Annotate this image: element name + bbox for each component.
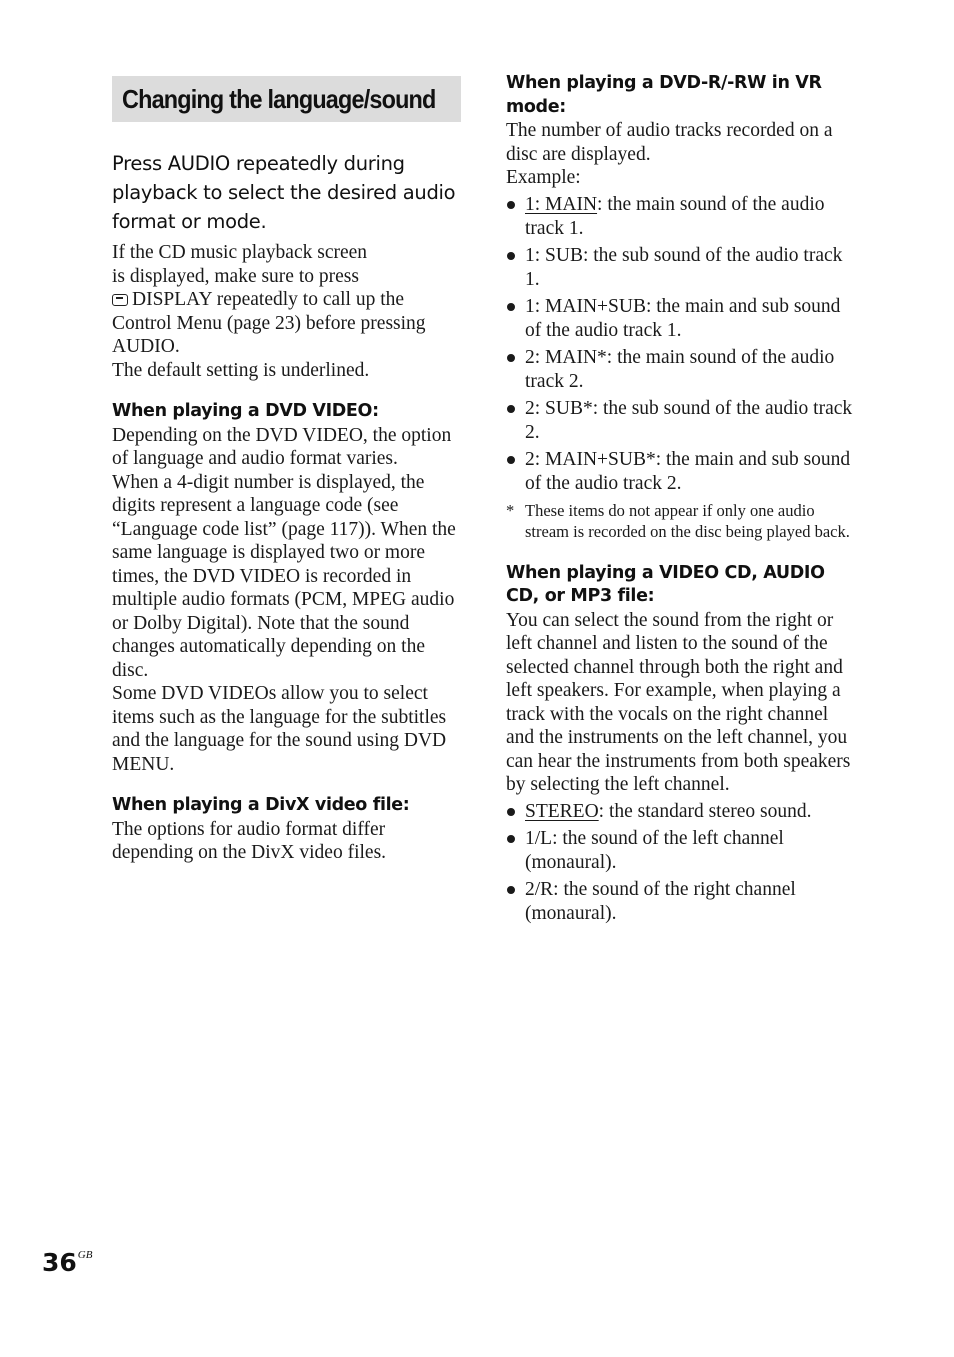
display-icon <box>112 294 128 306</box>
bullet-icon <box>507 886 515 894</box>
bullet-icon <box>507 835 515 843</box>
option-text: 1/L: the sound of the left channel (monaural). <box>525 827 784 873</box>
vcd-heading: When playing a VIDEO CD, AUDIO CD, or MP3 file: <box>506 562 825 606</box>
list-item <box>506 346 858 394</box>
list-item <box>506 448 858 496</box>
list-item <box>506 295 858 343</box>
list-item <box>506 193 858 241</box>
bullet-icon <box>507 201 515 209</box>
intro-line-1: If the CD music playback screen <box>112 242 368 263</box>
default-option: STEREO <box>525 800 599 822</box>
footnote-mark: * <box>506 500 515 520</box>
bullet-icon <box>507 405 515 413</box>
section-title-bar <box>112 76 461 122</box>
left-column <box>112 76 462 865</box>
list-item <box>506 800 858 824</box>
intro-line-4: Control Menu (page 23) before pressing <box>112 312 426 334</box>
dvd-vr-list <box>506 193 858 496</box>
page-number-value: 36 <box>42 1248 77 1277</box>
vcd-list <box>506 800 858 926</box>
option-text: : the standard stereo sound. <box>598 800 812 822</box>
list-item <box>506 878 858 926</box>
option-text: : the main sound of the audio track 1. <box>525 193 825 239</box>
page-title: Changing the language/sound <box>122 83 436 114</box>
dvd-vr-p1: The number of audio tracks recorded on a disc are displayed. <box>506 120 833 165</box>
option-text: 1: SUB: the sub sound of the audio track 1. <box>525 244 843 290</box>
list-item <box>506 827 858 875</box>
dvd-video-heading: When playing a DVD VIDEO: <box>112 401 379 421</box>
bullet-icon <box>507 354 515 362</box>
default-setting-note: The default setting is underlined. <box>112 359 370 381</box>
footnote-text: These items do not appear if only one audio stream is recorded on the disc being played back. <box>525 500 850 541</box>
divx-p1: The options for audio format differ depending on the DivX video files. <box>112 818 387 863</box>
bullet-icon <box>507 252 515 260</box>
dvd-video-section <box>112 400 462 776</box>
dvd-vr-heading: When playing a DVD-R/-RW in VR mode: <box>506 73 822 117</box>
bullet-icon <box>507 808 515 816</box>
page-locale: GB <box>77 1249 93 1261</box>
option-text: 2: MAIN*: the main sound of the audio track 2. <box>525 346 835 392</box>
option-text: 2: MAIN+SUB*: the main and sub sound of the audio track 2. <box>525 448 851 494</box>
footnote <box>506 500 858 542</box>
list-item <box>506 397 858 445</box>
option-text: 2/R: the sound of the right channel (monaural). <box>525 878 796 924</box>
dvd-video-p3: Some DVD VIDEOs allow you to select items such as the language for the subtitles and the language for the sound using DVD MENU. <box>112 683 447 775</box>
intro-paragraph <box>112 241 462 359</box>
example-label: Example: <box>506 167 581 188</box>
intro-line-2: is displayed, make sure to press <box>112 265 359 287</box>
vcd-p1: You can select the sound from the right or left channel and listen to the sound of the selected channel through both the right and left speakers. For example, when playing a track with the vocals on the right channel and the instruments on the left channel, you can hear the instruments from both speakers by selecting the left channel. <box>506 609 851 795</box>
right-column <box>506 72 858 929</box>
divx-section <box>112 794 462 865</box>
intro-line-5: AUDIO. <box>112 336 180 357</box>
option-text: 1: MAIN+SUB: the main and sub sound of the audio track 1. <box>525 295 841 341</box>
lead-instruction: Press AUDIO repeatedly during playback to select the desired audio format or mode. <box>112 152 456 233</box>
bullet-icon <box>507 303 515 311</box>
dvd-video-p1: Depending on the DVD VIDEO, the option of language and audio format varies. <box>112 424 452 469</box>
bullet-icon <box>507 456 515 464</box>
default-option: 1: MAIN <box>525 193 598 215</box>
dvd-vr-section <box>506 72 858 542</box>
page-number <box>42 1248 92 1277</box>
intro-line-3: DISPLAY repeatedly to call up the <box>132 289 405 310</box>
list-item <box>506 244 858 292</box>
option-text: 2: SUB*: the sub sound of the audio track 2. <box>525 397 853 443</box>
divx-heading: When playing a DivX video file: <box>112 795 410 815</box>
dvd-video-p2: When a 4-digit number is displayed, the digits represent a language code (see “Language code list” (page 117)). When the same language is displayed two or more times, the DVD VIDEO is recorded in multiple audio formats (PCM, MPEG audio or Dolby Digital). Note that the sound changes automatically depending on the disc. <box>112 471 456 681</box>
vcd-section <box>506 562 858 926</box>
